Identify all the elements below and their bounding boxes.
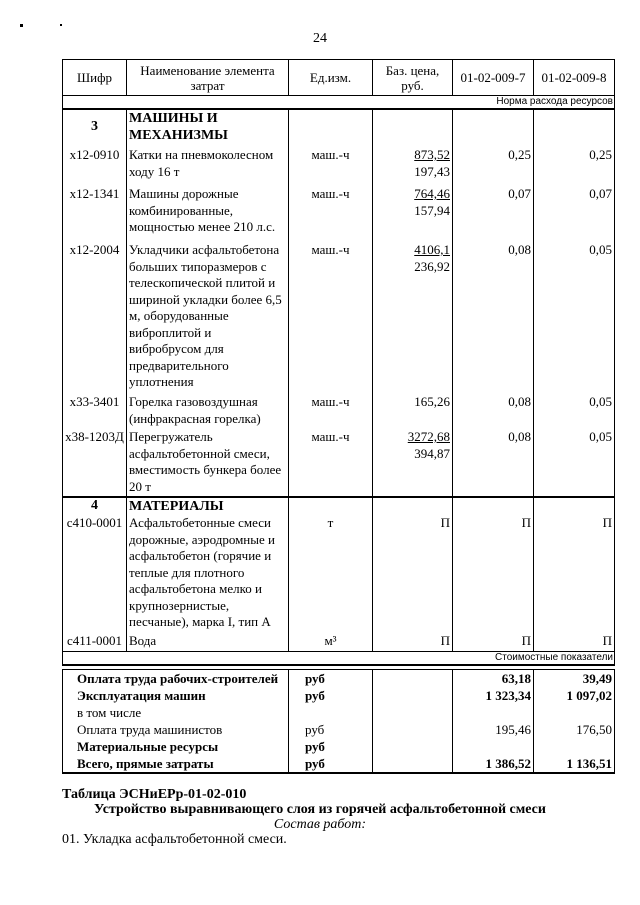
row-value-1: 0,25 (453, 147, 534, 186)
cost-unit: руб (289, 721, 373, 738)
row-value-2: П (534, 633, 615, 652)
cost-label: Всего, прямые затраты (63, 755, 289, 773)
cost-value-1: 1 323,34 (453, 687, 534, 704)
row-value-2: 0,07 (534, 186, 615, 242)
cost-value-1: 1 386,52 (453, 755, 534, 773)
section-code: 3 (63, 109, 127, 147)
col-header-code: Шифр (63, 60, 127, 96)
row-price: 3272,68 (407, 429, 450, 444)
row-code: х12-2004 (63, 242, 127, 394)
cost-table (62, 669, 615, 774)
section-title: МАТЕРИАЛЫ (127, 497, 289, 515)
row-price-2: 236,92 (414, 258, 450, 274)
cost-header: Стоимостные показатели (63, 652, 615, 666)
norm-header: Норма расхода ресурсов (63, 96, 615, 110)
cost-label: Оплата труда рабочих-строителей (63, 670, 289, 688)
table-row (63, 429, 615, 497)
cost-unit (289, 704, 373, 721)
col-header-price: Баз. цена, руб. (373, 60, 453, 96)
row-unit: маш.-ч (289, 429, 373, 497)
works-title: Состав работ: (273, 817, 367, 832)
section-title: МАШИНЫ И МЕХАНИЗМЫ (127, 109, 289, 147)
work-item: 01. Укладка асфальтобетонной смеси. (62, 832, 287, 847)
row-name: Вода (127, 633, 289, 652)
row-code: х33-3401 (63, 394, 127, 429)
scan-speck (20, 24, 23, 27)
row-unit: м³ (289, 633, 373, 652)
row-name: Катки на пневмоколесном ходу 16 т (127, 147, 289, 186)
cost-label: Оплата труда машинистов (63, 721, 289, 738)
table-title: Таблица ЭСНиЕРр-01-02-010 (62, 787, 247, 802)
row-price: 764,46 (414, 186, 450, 201)
row-value-2: 0,05 (534, 242, 615, 394)
col-header-01-02-009-8: 01-02-009-8 (534, 60, 615, 96)
row-name: Асфальтобетонные смеси дорожные, аэродромные и асфальтобетон (горячие и теплые для плотного асфальтобетона мелко и крупнозернистые, песчаные), марка I, тип А (127, 515, 289, 633)
row-unit: маш.-ч (289, 147, 373, 186)
row-price-2: 394,87 (414, 445, 450, 461)
row-price-2: 197,43 (414, 163, 450, 179)
row-unit: т (289, 515, 373, 633)
section-row (63, 109, 615, 147)
row-unit: маш.-ч (289, 242, 373, 394)
scan-speck (60, 24, 62, 26)
table-subtitle: Устройство выравнивающего слоя из горячей асфальтобетонной смеси (94, 802, 546, 817)
cost-row (63, 670, 615, 688)
cost-value-2: 39,49 (534, 670, 615, 688)
table-row (63, 242, 615, 394)
cost-unit: руб (289, 670, 373, 688)
row-name: Перегружатель асфальтобетонной смеси, вместимость бункера более 20 т (127, 429, 289, 497)
page-number: 24 (313, 31, 327, 46)
cost-value-1: 195,46 (453, 721, 534, 738)
row-price: 873,52 (414, 147, 450, 162)
col-header-unit: Ед.изм. (289, 60, 373, 96)
col-header-01-02-009-7: 01-02-009-7 (453, 60, 534, 96)
table-row (63, 515, 615, 633)
row-value-1: 0,08 (453, 242, 534, 394)
section-code: 4 (63, 497, 127, 515)
cost-unit: руб (289, 687, 373, 704)
row-code: х12-0910 (63, 147, 127, 186)
col-header-name: Наименование элемента затрат (127, 60, 289, 96)
table-header-row (63, 60, 615, 96)
row-code: х38-1203Д (63, 429, 127, 497)
row-value-1: П (453, 515, 534, 633)
table-row (63, 633, 615, 652)
cost-header-row (63, 652, 615, 666)
cost-value-2: 176,50 (534, 721, 615, 738)
row-name: Машины дорожные комбинированные, мощностью менее 210 л.с. (127, 186, 289, 242)
table-row (63, 186, 615, 242)
section-row (63, 497, 615, 515)
row-code: с410-0001 (63, 515, 127, 633)
row-unit: маш.-ч (289, 186, 373, 242)
row-value-2: 0,25 (534, 147, 615, 186)
row-value-1: 0,08 (453, 394, 534, 429)
row-unit: маш.-ч (289, 394, 373, 429)
cost-label: Эксплуатация машин (63, 687, 289, 704)
row-price: 165,26 (373, 394, 453, 429)
row-value-2: П (534, 515, 615, 633)
table-row (63, 394, 615, 429)
table-row (63, 147, 615, 186)
cost-unit: руб (289, 755, 373, 773)
row-name: Горелка газовоздушная (инфракрасная горелка) (127, 394, 289, 429)
norm-header-row (63, 96, 615, 110)
cost-row (63, 721, 615, 738)
cost-value-2: 1 136,51 (534, 755, 615, 773)
row-price: П (373, 515, 453, 633)
row-value-1: 0,07 (453, 186, 534, 242)
resource-table (62, 59, 615, 666)
row-value-2: 0,05 (534, 394, 615, 429)
cost-row (63, 704, 615, 721)
row-price-2: 157,94 (414, 202, 450, 218)
cost-value-1 (453, 704, 534, 721)
cost-label: в том числе (63, 704, 289, 721)
row-price: 4106,1 (414, 242, 450, 257)
row-name: Укладчики асфальтобетона больших типоразмеров с телескопической плитой и шириной укладки более 6,5 м, оборудованные виброплитой и вибробрусом для предварительного уплотнения (127, 242, 289, 394)
row-value-2: 0,05 (534, 429, 615, 497)
row-value-1: П (453, 633, 534, 652)
row-code: х12-1341 (63, 186, 127, 242)
cost-value-2 (534, 704, 615, 721)
row-price: П (373, 633, 453, 652)
cost-label: Материальные ресурсы (63, 738, 289, 755)
cost-row (63, 687, 615, 704)
cost-row (63, 738, 615, 755)
row-code: с411-0001 (63, 633, 127, 652)
cost-value-1: 63,18 (453, 670, 534, 688)
cost-unit: руб (289, 738, 373, 755)
cost-value-2 (534, 738, 615, 755)
row-value-1: 0,08 (453, 429, 534, 497)
cost-value-2: 1 097,02 (534, 687, 615, 704)
cost-row (63, 755, 615, 773)
cost-value-1 (453, 738, 534, 755)
